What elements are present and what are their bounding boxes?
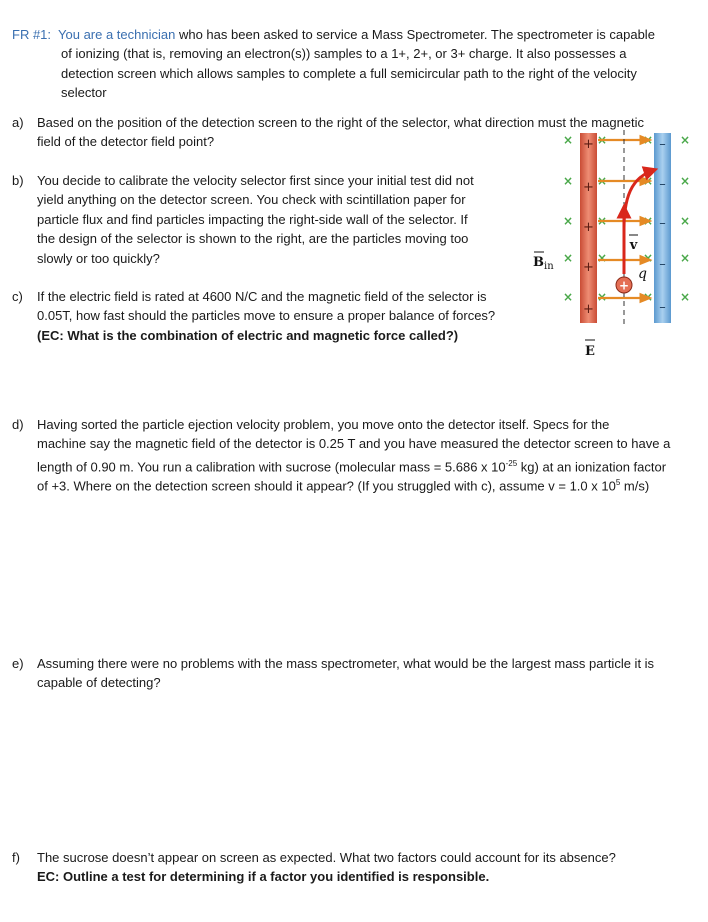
question-f-line1: The sucrose doesn’t appear on screen as expected. What two factors could account for its absence? <box>37 850 616 865</box>
charge-q-label: q <box>638 266 647 282</box>
fr-intro <box>12 25 702 105</box>
question-f <box>12 848 702 888</box>
fr-lead: You are a technician <box>58 27 176 42</box>
fr-line1: who has been asked to service a Mass Spectrometer. The spectrometer is capable <box>175 27 655 42</box>
svg-text:×: × <box>679 214 691 228</box>
e-label: E <box>585 344 595 359</box>
question-c <box>12 287 522 347</box>
svg-text:×: × <box>562 133 574 147</box>
question-a-line1: Based on the position of the detection screen to the right of the selector, what direction must the magnetic <box>37 115 645 130</box>
v-label: v <box>629 238 638 253</box>
svg-text:×: × <box>679 251 691 265</box>
question-c-line2: 0.05T, how fast should the particles move to ensure a proper balance of forces? <box>37 308 496 323</box>
question-e-line1: Assuming there were no problems with the mass spectrometer, what would be the largest mass particle it is <box>37 656 655 671</box>
b-subscript: in <box>544 261 554 272</box>
svg-text:+: + <box>583 220 594 235</box>
question-a-label: a) <box>12 115 24 130</box>
svg-text:×: × <box>596 133 608 147</box>
question-b-line2: yield anything on the detector screen. You check with scintillation paper for <box>37 192 466 207</box>
question-d-line4: of +3. Where on the detection screen should it appear? (If you struggled with c), assume v = 1.0 x $10^5$ m/s) <box>37 478 650 494</box>
svg-text:–: – <box>659 257 666 272</box>
svg-text:×: × <box>562 174 574 188</box>
svg-text:×: × <box>562 251 574 265</box>
svg-text:×: × <box>642 290 654 304</box>
svg-text:×: × <box>562 214 574 228</box>
question-b-line5: slowly or too quickly? <box>37 251 160 266</box>
question-c-label: c) <box>12 289 23 304</box>
svg-text:×: × <box>596 251 608 265</box>
b-label: $B_{in}$ <box>533 255 554 272</box>
svg-text:–: – <box>659 177 666 192</box>
question-d-line1: Having sorted the particle ejection velocity problem, you move onto the detector itself. Specs for the <box>37 417 610 432</box>
question-f-line2: EC: Outline a test for determining if a factor you identified is responsible. <box>37 869 490 884</box>
question-c-line1: If the electric field is rated at 4600 N/C and the magnetic field of the selector is <box>37 289 487 304</box>
svg-text:+: + <box>583 260 594 275</box>
question-b-line1: You decide to calibrate the velocity selector first since your initial test did not <box>37 173 474 188</box>
velocity-selector-figure <box>520 128 700 368</box>
svg-text:×: × <box>642 133 654 147</box>
question-f-label: f) <box>12 850 20 865</box>
question-e <box>12 654 702 694</box>
question-c-line3: (EC: What is the combination of electric and magnetic force called?) <box>37 328 459 343</box>
svg-text:×: × <box>596 174 608 188</box>
svg-text:×: × <box>679 174 691 188</box>
svg-text:×: × <box>596 290 608 304</box>
question-d-line2: machine say the magnetic field of the detector is 0.25 T and you have measured the detector screen to have a <box>37 436 671 451</box>
fr-line2: of ionizing (that is, removing an electron(s)) samples to a 1+, 2+, or 3+ charge. It also possesses a <box>61 46 627 61</box>
fr-line3: detection screen which allows samples to complete a full semicircular path to the right of the velocity <box>61 66 637 81</box>
svg-text:+: + <box>583 137 594 152</box>
svg-text:–: – <box>659 300 666 315</box>
question-b-label: b) <box>12 173 24 188</box>
svg-text:×: × <box>679 133 691 147</box>
question-d-label: d) <box>12 417 24 432</box>
svg-text:+: + <box>583 180 594 195</box>
svg-text:–: – <box>659 216 666 231</box>
question-d <box>12 415 706 495</box>
question-b-line4: the design of the selector is shown to the right, are the particles moving too <box>37 231 469 246</box>
question-b <box>12 171 522 271</box>
svg-text:×: × <box>642 214 654 228</box>
question-b-line3: particle flux and find particles impacting the right-side wall of the selector. If <box>37 212 468 227</box>
svg-text:×: × <box>679 290 691 304</box>
question-e-line2: capable of detecting? <box>37 675 161 690</box>
question-e-label: e) <box>12 656 24 671</box>
question-a-line2: field of the detector field point? <box>37 134 215 149</box>
svg-text:×: × <box>596 214 608 228</box>
question-d-line3: length of 0.90 m. You run a calibration with sucrose (molecular mass = 5.686 x $10^{-25}$ kg) at an ionization factor <box>37 459 667 475</box>
charge-plus: + <box>618 278 630 293</box>
svg-text:–: – <box>659 137 666 152</box>
svg-text:×: × <box>642 251 654 265</box>
svg-text:×: × <box>562 290 574 304</box>
svg-text:+: + <box>583 302 594 317</box>
fr-label: FR #1: <box>12 27 52 42</box>
svg-text:×: × <box>642 174 654 188</box>
fr-line4: selector <box>61 85 107 100</box>
